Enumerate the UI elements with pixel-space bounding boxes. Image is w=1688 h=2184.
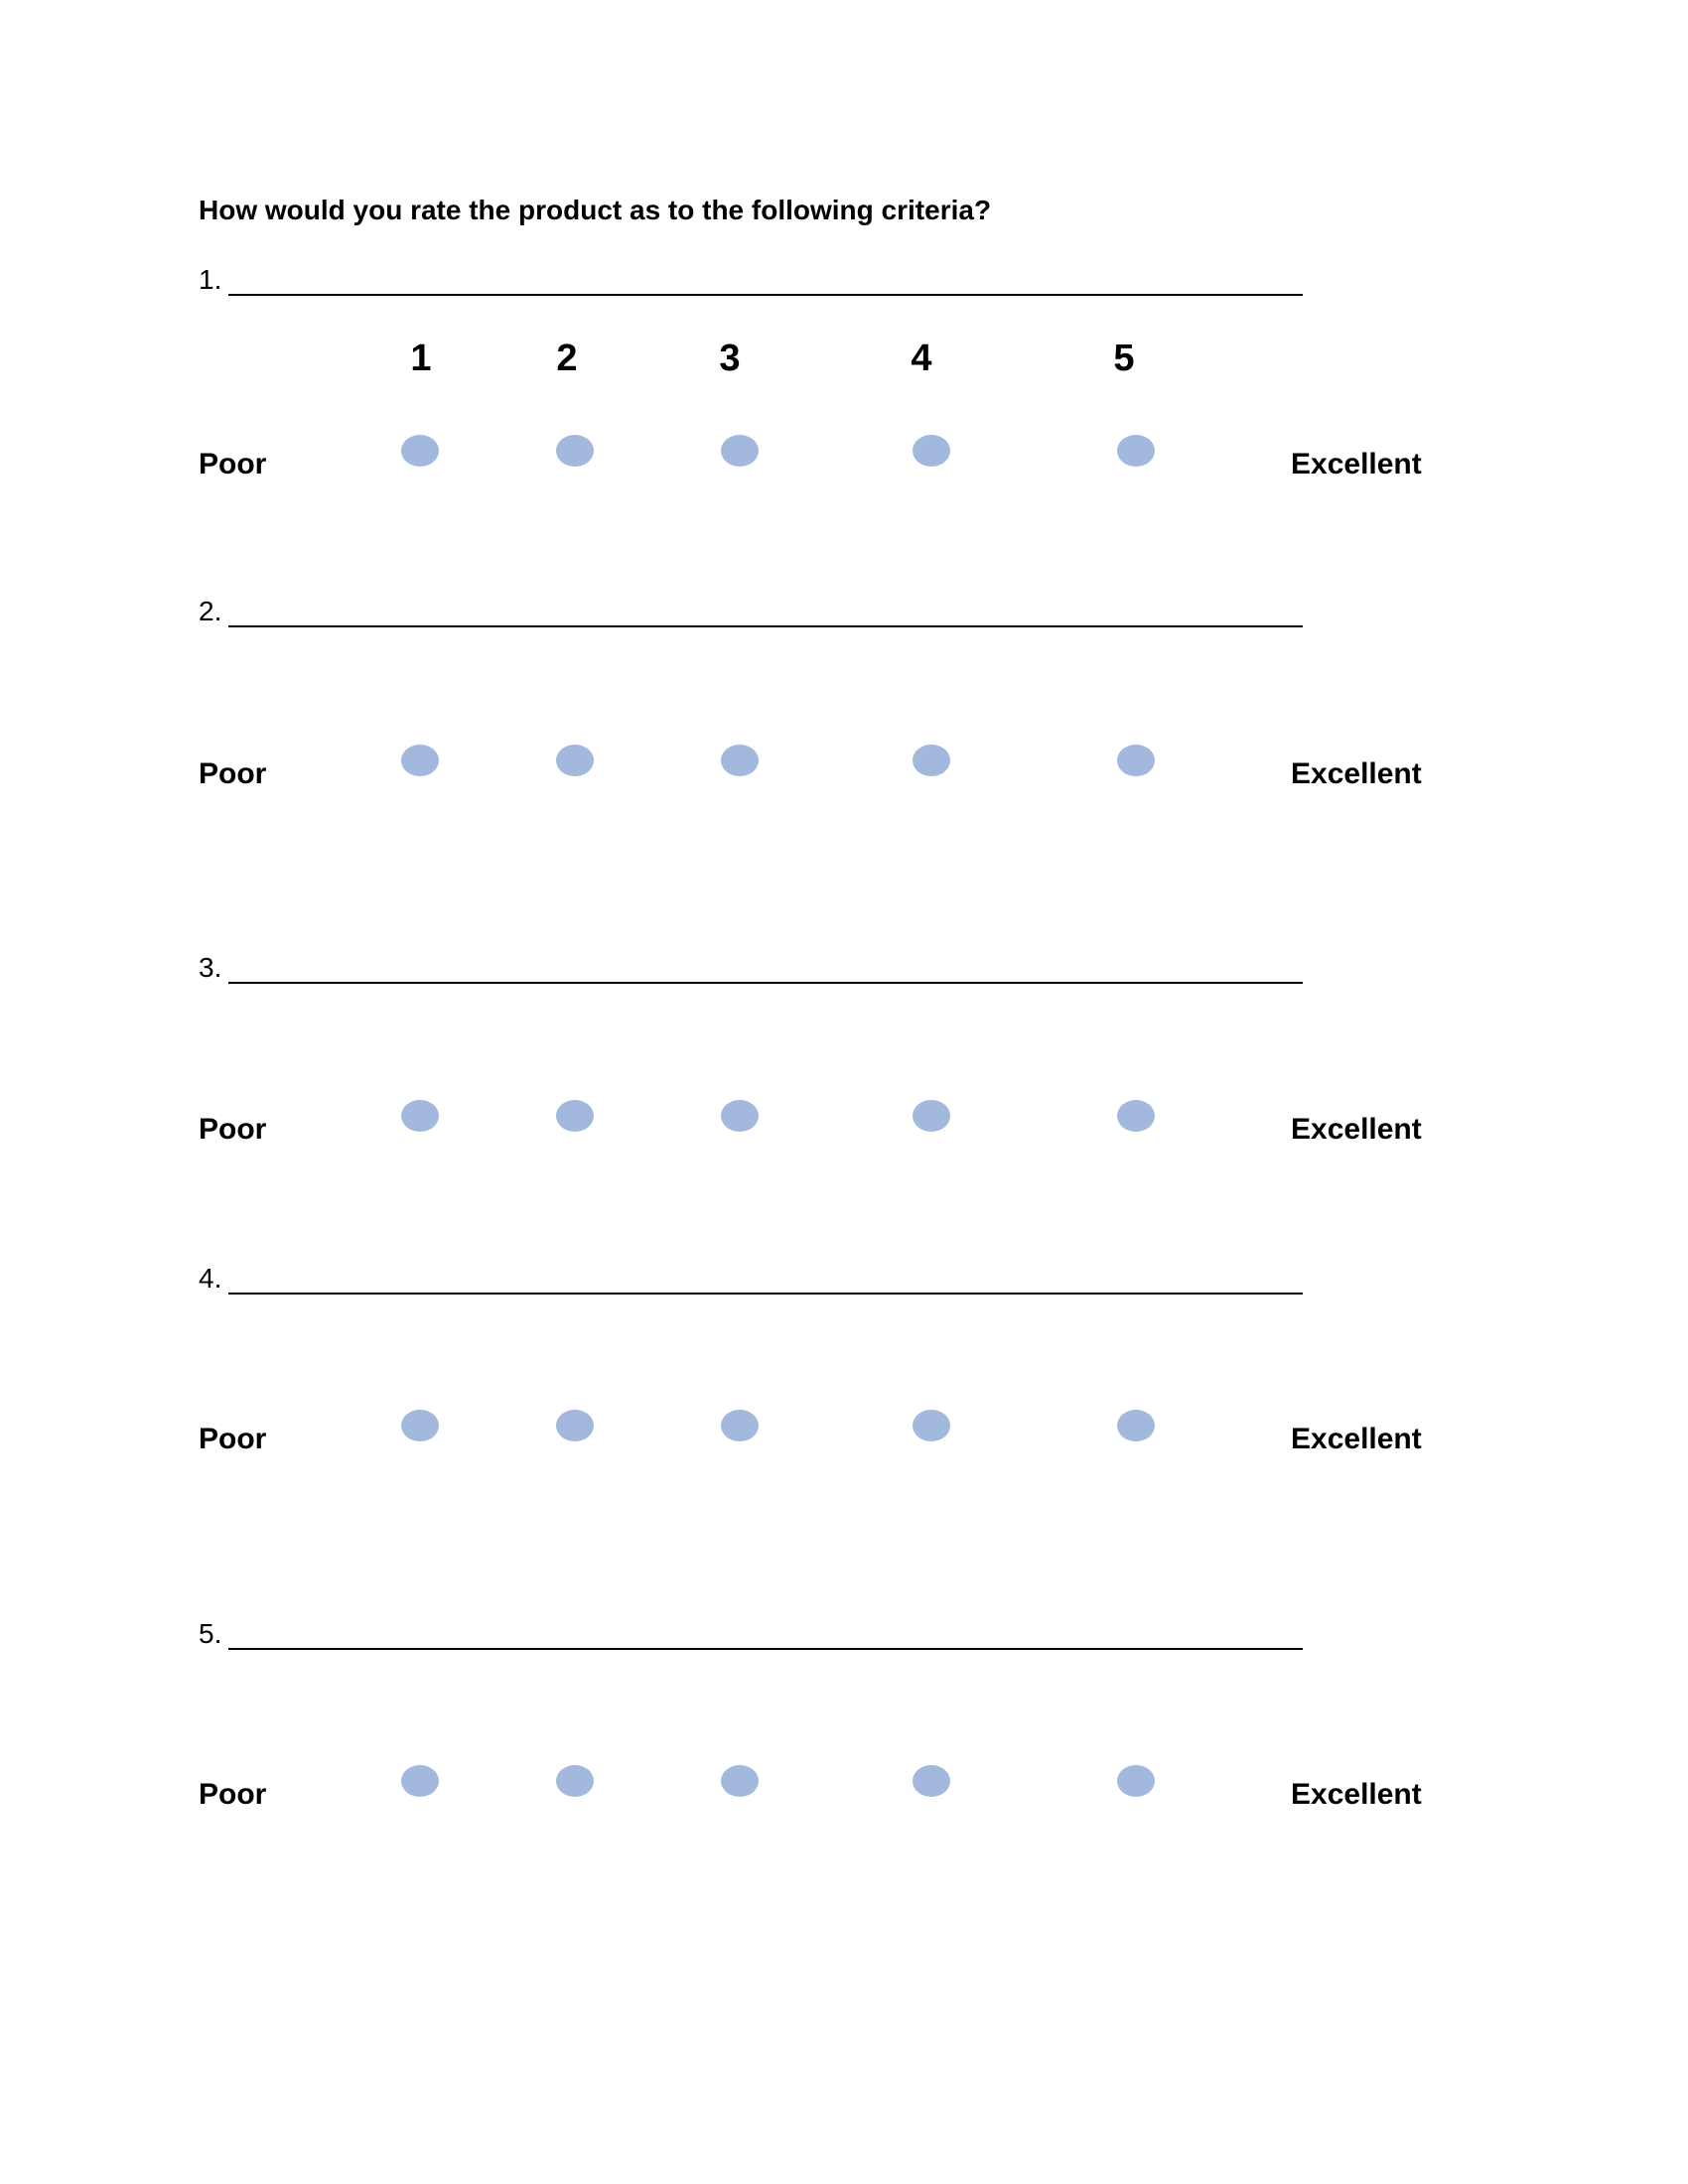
criteria-blank-line[interactable]	[228, 625, 1303, 627]
criteria-number: 4.	[199, 1263, 222, 1294]
criteria-blank-line[interactable]	[228, 294, 1303, 296]
rating-option-1[interactable]	[401, 1410, 439, 1441]
rating-option-5[interactable]	[1117, 1410, 1155, 1441]
rating-row-5	[0, 1765, 1688, 1825]
criteria-number: 5.	[199, 1618, 222, 1649]
rating-option-5[interactable]	[1117, 745, 1155, 776]
rating-option-5[interactable]	[1117, 1100, 1155, 1132]
criteria-line-4[interactable]	[199, 1259, 221, 1298]
excellent-label: Excellent	[1291, 1778, 1422, 1811]
criteria-blank-line[interactable]	[228, 982, 1303, 984]
excellent-label: Excellent	[1291, 1113, 1422, 1146]
excellent-label: Excellent	[1291, 1423, 1422, 1455]
rating-option-2[interactable]	[556, 745, 594, 776]
rating-row-1	[0, 435, 1688, 494]
criteria-line-3[interactable]	[199, 948, 221, 988]
criteria-blank-line[interactable]	[228, 1293, 1303, 1295]
rating-option-4[interactable]	[913, 1765, 950, 1797]
criteria-line-5[interactable]	[199, 1614, 221, 1654]
scale-label-2: 2	[556, 338, 578, 379]
rating-option-3[interactable]	[721, 1410, 759, 1441]
rating-option-3[interactable]	[721, 1765, 759, 1797]
poor-label: Poor	[199, 1778, 267, 1811]
poor-label: Poor	[199, 1113, 267, 1146]
rating-option-1[interactable]	[401, 745, 439, 776]
rating-option-4[interactable]	[913, 745, 950, 776]
rating-option-3[interactable]	[721, 435, 759, 467]
rating-option-1[interactable]	[401, 1765, 439, 1797]
rating-option-5[interactable]	[1117, 1765, 1155, 1797]
rating-option-3[interactable]	[721, 1100, 759, 1132]
scale-label-3: 3	[719, 338, 741, 379]
rating-option-1[interactable]	[401, 435, 439, 467]
rating-row-3	[0, 1100, 1688, 1160]
poor-label: Poor	[199, 1423, 267, 1455]
scale-label-5: 5	[1113, 338, 1135, 379]
rating-row-2	[0, 745, 1688, 804]
rating-option-1[interactable]	[401, 1100, 439, 1132]
rating-option-2[interactable]	[556, 1410, 594, 1441]
scale-label-1: 1	[410, 338, 432, 379]
rating-option-3[interactable]	[721, 745, 759, 776]
criteria-blank-line[interactable]	[228, 1648, 1303, 1650]
rating-row-4	[0, 1410, 1688, 1469]
excellent-label: Excellent	[1291, 448, 1422, 480]
rating-option-2[interactable]	[556, 435, 594, 467]
rating-option-4[interactable]	[913, 1410, 950, 1441]
rating-option-5[interactable]	[1117, 435, 1155, 467]
rating-option-2[interactable]	[556, 1100, 594, 1132]
criteria-number: 3.	[199, 952, 222, 983]
rating-option-2[interactable]	[556, 1765, 594, 1797]
rating-option-4[interactable]	[913, 1100, 950, 1132]
criteria-number: 2.	[199, 596, 222, 626]
criteria-line-2[interactable]	[199, 592, 221, 631]
rating-option-4[interactable]	[913, 435, 950, 467]
criteria-line-1[interactable]	[199, 260, 221, 300]
criteria-number: 1.	[199, 264, 222, 295]
poor-label: Poor	[199, 448, 267, 480]
survey-title: How would you rate the product as to the following criteria?	[199, 195, 992, 225]
scale-label-4: 4	[911, 338, 932, 379]
poor-label: Poor	[199, 757, 267, 790]
excellent-label: Excellent	[1291, 757, 1422, 790]
